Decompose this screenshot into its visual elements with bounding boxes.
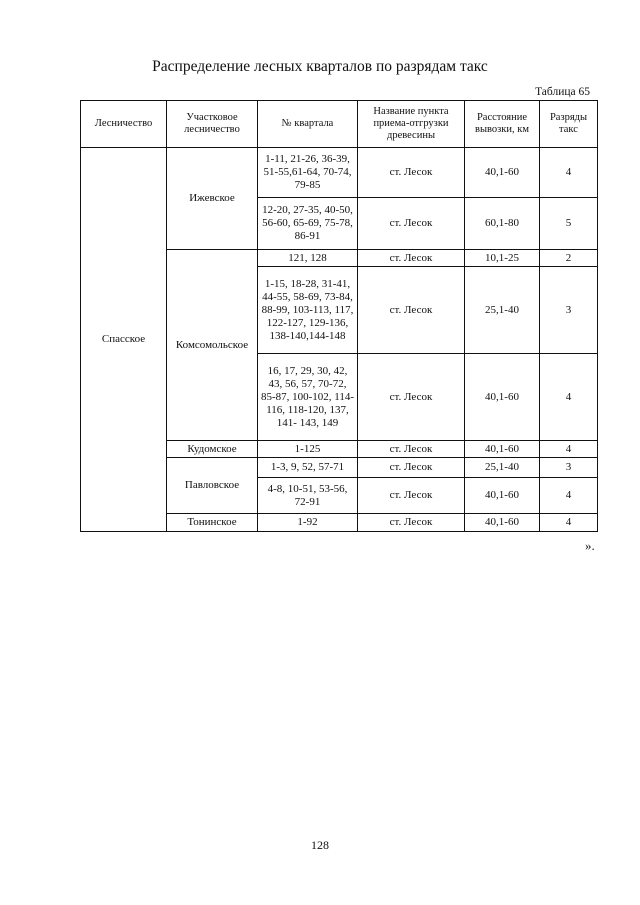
point-cell: ст. Лесок	[358, 198, 465, 250]
header-point: Название пункта приема-отгрузки древесины	[358, 101, 465, 148]
rank-cell: 4	[540, 441, 598, 458]
point-cell: ст. Лесок	[358, 267, 465, 354]
rank-cell: 5	[540, 198, 598, 250]
rank-cell: 3	[540, 267, 598, 354]
district-cell: Тонинское	[167, 514, 258, 532]
rank-cell: 4	[540, 354, 598, 441]
quarters-cell: 12-20, 27-35, 40-50, 56-60, 65-69, 75-78, 86-91	[258, 198, 358, 250]
point-cell: ст. Лесок	[358, 250, 465, 267]
forestry-cell: Спасское	[81, 148, 167, 532]
page-number: 128	[311, 838, 329, 852]
point-cell: ст. Лесок	[358, 478, 465, 514]
distance-cell: 40,1-60	[465, 514, 540, 532]
district-cell: Комсомольское	[167, 250, 258, 441]
table-label: Таблица 65	[535, 86, 590, 98]
distance-cell: 10,1-25	[465, 250, 540, 267]
header-forestry: Лесничество	[81, 101, 167, 148]
quarters-cell: 1-11, 21-26, 36-39, 51-55,61-64, 70-74, 79-85	[258, 148, 358, 198]
forest-quarters-table	[80, 100, 598, 532]
quarters-cell: 16, 17, 29, 30, 42, 43, 56, 57, 70-72, 85-87, 100-102, 114-116, 118-120, 137, 141- 143, 149	[258, 354, 358, 441]
point-cell: ст. Лесок	[358, 458, 465, 478]
point-cell: ст. Лесок	[358, 354, 465, 441]
header-district: Участковое лесничество	[167, 101, 258, 148]
district-cell: Кудомское	[167, 441, 258, 458]
distance-cell: 40,1-60	[465, 354, 540, 441]
point-cell: ст. Лесок	[358, 441, 465, 458]
quarters-cell: 1-15, 18-28, 31-41, 44-55, 58-69, 73-84, 88-99, 103-113, 117, 122-127, 129-136, 138-140,144-148	[258, 267, 358, 354]
distance-cell: 25,1-40	[465, 458, 540, 478]
table-header-row	[81, 101, 598, 148]
rank-cell: 4	[540, 478, 598, 514]
distance-cell: 25,1-40	[465, 267, 540, 354]
distance-cell: 40,1-60	[465, 478, 540, 514]
distance-cell: 40,1-60	[465, 441, 540, 458]
quarters-cell: 1-125	[258, 441, 358, 458]
quarters-cell: 4-8, 10-51, 53-56, 72-91	[258, 478, 358, 514]
distance-cell: 60,1-80	[465, 198, 540, 250]
header-rank: Разряды такс	[540, 101, 598, 148]
district-cell: Ижевское	[167, 148, 258, 250]
table-row	[81, 148, 598, 198]
document-title: Распределение лесных кварталов по разрядам такс	[152, 58, 488, 75]
distance-cell: 40,1-60	[465, 148, 540, 198]
quarters-cell: 1-92	[258, 514, 358, 532]
point-cell: ст. Лесок	[358, 514, 465, 532]
rank-cell: 2	[540, 250, 598, 267]
quarters-cell: 1-3, 9, 52, 57-71	[258, 458, 358, 478]
rank-cell: 3	[540, 458, 598, 478]
quarters-cell: 121, 128	[258, 250, 358, 267]
district-cell: Павловское	[167, 458, 258, 514]
rank-cell: 4	[540, 514, 598, 532]
header-distance: Расстояние вывозки, км	[465, 101, 540, 148]
point-cell: ст. Лесок	[358, 148, 465, 198]
rank-cell: 4	[540, 148, 598, 198]
closing-quote: ».	[585, 538, 595, 553]
header-quarters: № квартала	[258, 101, 358, 148]
